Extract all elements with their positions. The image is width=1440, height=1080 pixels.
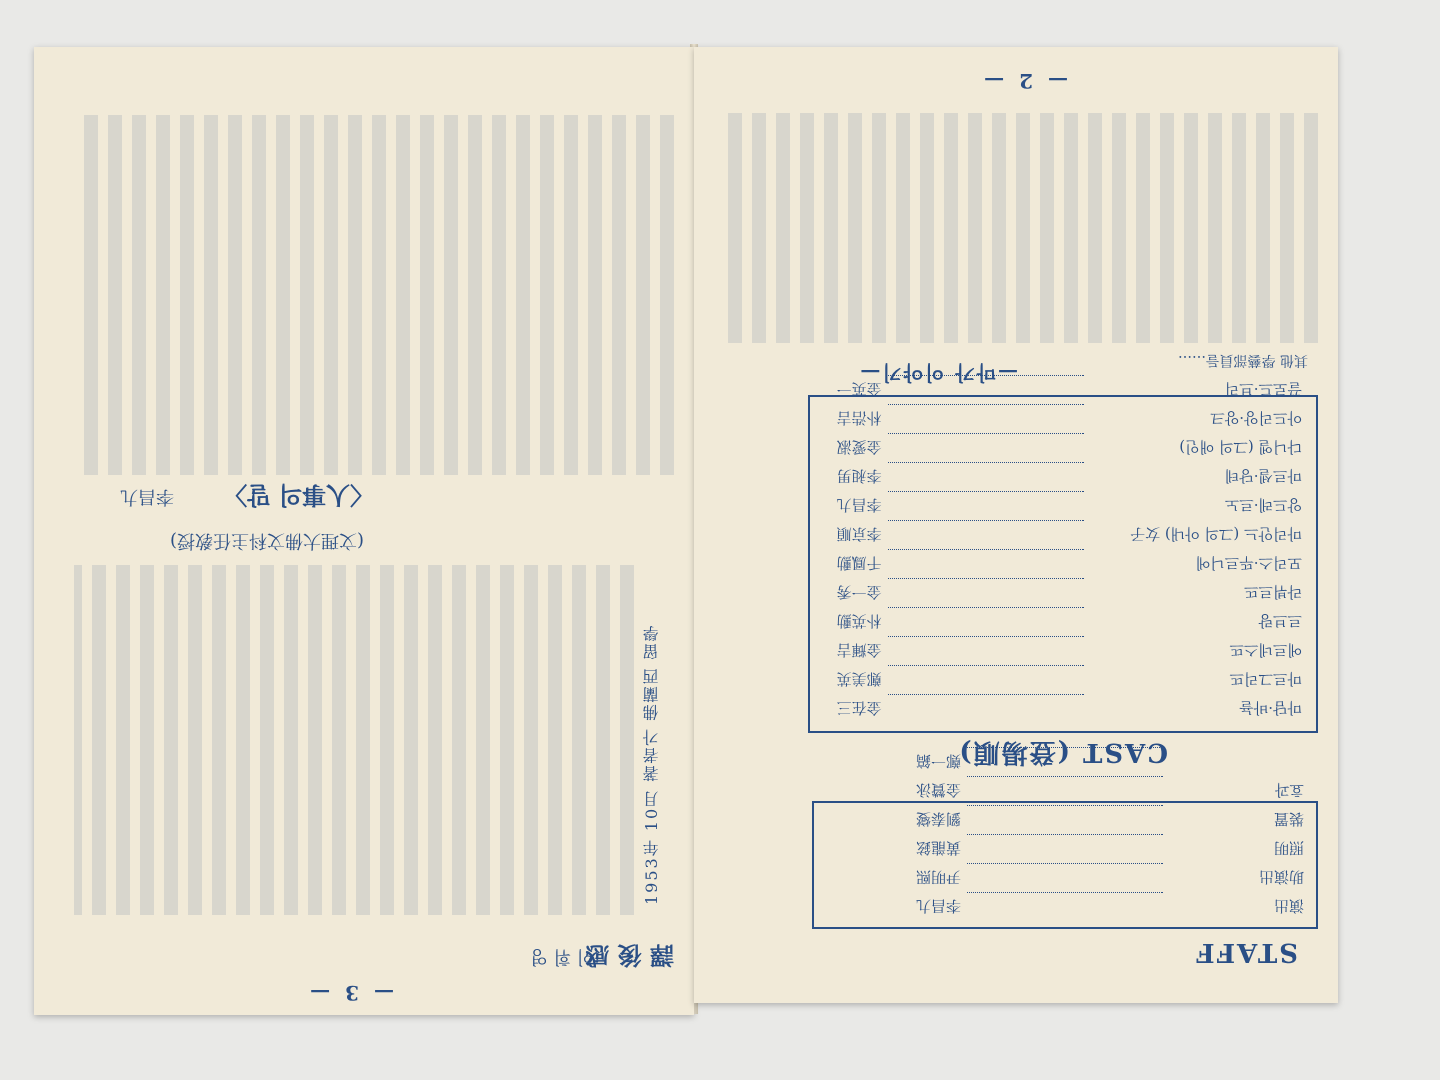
leader-dots xyxy=(888,521,1084,550)
leader-dots xyxy=(888,608,1084,637)
role-cell: 다니엘 (그의 애인) xyxy=(1179,438,1302,457)
left-page xyxy=(34,47,694,1015)
table-row xyxy=(820,893,1310,922)
table-row xyxy=(818,579,1308,608)
leader-dots xyxy=(888,405,1084,434)
body-text-block xyxy=(74,115,674,475)
cast-table xyxy=(818,375,1308,723)
essay-author: 李昌九 xyxy=(120,486,174,507)
role-cell: 照明 xyxy=(1273,839,1304,858)
name-cell: 黃龍鉉 xyxy=(915,839,961,858)
name-cell: 李昶男 xyxy=(836,467,882,486)
role-cell: 마르그리뜨 xyxy=(1229,670,1302,689)
role-cell: 裝置 xyxy=(1273,810,1304,829)
leader-dots xyxy=(888,434,1084,463)
role-cell: 라뷔르뜨 xyxy=(1244,583,1302,602)
name-cell: 金輝吉 xyxy=(836,641,882,660)
table-row xyxy=(818,695,1308,724)
essay-title-line: 1953年 10月 著者가 佛蘭西 留學 xyxy=(642,623,661,905)
role-cell: 아드리앙·앙크 xyxy=(1210,409,1302,428)
name-cell: 金一秀 xyxy=(836,583,882,602)
leader-dots xyxy=(967,864,1163,893)
page-number: — 3 — xyxy=(306,981,394,1005)
table-row xyxy=(820,864,1310,893)
section-title: —마가 이야기— xyxy=(858,361,1018,385)
leader-dots xyxy=(888,492,1084,521)
role-cell: 르브랑 xyxy=(1258,612,1302,631)
table-row xyxy=(820,835,1310,864)
role-cell: 助演出 xyxy=(1258,868,1304,887)
name-cell: 朴英勳 xyxy=(836,612,882,631)
name-cell: 金愛淑 xyxy=(836,438,882,457)
name-cell: 鄭美英 xyxy=(836,670,882,689)
name-cell: 劉泰燮 xyxy=(915,810,961,829)
name-cell: 千鳳勳 xyxy=(836,554,882,573)
name-cell: 鄭一鎬 xyxy=(915,752,961,771)
role-cell: 에르네스뜨 xyxy=(1229,641,1302,660)
role-cell: 모리스·뚜르니에 xyxy=(1195,554,1302,573)
essay-translator: 이 휘 영 xyxy=(530,946,594,967)
leader-dots xyxy=(888,695,1084,724)
table-row xyxy=(820,806,1310,835)
role-cell: 마르셀·당테 xyxy=(1224,467,1302,486)
role-cell: 끌로드·브리 xyxy=(1224,380,1302,399)
body-text-block xyxy=(74,565,634,915)
page-number: — 2 — xyxy=(980,69,1068,93)
name-cell: 李京順 xyxy=(836,525,882,544)
cast-header: CAST (登場順) xyxy=(957,737,1168,767)
leader-dots xyxy=(967,835,1163,864)
name-cell: 金英一 xyxy=(836,380,882,399)
table-row xyxy=(820,777,1310,806)
cast-footnote: 其他 學藝部員들…… xyxy=(1178,352,1308,368)
role-cell: 마리안느 (그의 아내) 女子 xyxy=(1130,525,1302,544)
role-cell: 앙드레·르노 xyxy=(1224,496,1302,515)
table-row xyxy=(818,637,1308,666)
leader-dots xyxy=(888,579,1084,608)
leader-dots xyxy=(888,550,1084,579)
name-cell: 金在三 xyxy=(836,699,882,718)
table-row xyxy=(818,550,1308,579)
right-page xyxy=(694,47,1338,1003)
essay-subtitle: 〈人事의 말〉 xyxy=(223,481,374,510)
table-row xyxy=(818,434,1308,463)
name-cell: 朴浩吉 xyxy=(836,409,882,428)
essay-affiliation: (文理大佛文科主任敎授) xyxy=(169,530,364,551)
leader-dots xyxy=(888,637,1084,666)
name-cell: 金贊泳 xyxy=(915,781,961,800)
table-row xyxy=(818,521,1308,550)
role-cell: 마담·바뇰 xyxy=(1239,699,1302,718)
role-cell: 효과 xyxy=(1275,781,1304,800)
table-row xyxy=(818,492,1308,521)
table-row xyxy=(818,608,1308,637)
staff-header: STAFF xyxy=(1194,937,1298,967)
leader-dots xyxy=(967,806,1163,835)
body-text-block xyxy=(718,113,1318,343)
table-row xyxy=(818,463,1308,492)
role-cell xyxy=(1163,748,1310,777)
leader-dots xyxy=(967,893,1163,922)
name-cell: 李昌九 xyxy=(836,496,882,515)
leader-dots xyxy=(888,463,1084,492)
name-cell: 尹明熙 xyxy=(915,868,961,887)
table-row xyxy=(818,405,1308,434)
essay-title: 譯 後 感 xyxy=(585,941,674,970)
name-cell: 李昌九 xyxy=(915,897,961,916)
leader-dots xyxy=(967,777,1163,806)
leader-dots xyxy=(888,666,1084,695)
role-cell: 演出 xyxy=(1273,897,1304,916)
table-row xyxy=(818,666,1308,695)
staff-table xyxy=(820,747,1310,921)
